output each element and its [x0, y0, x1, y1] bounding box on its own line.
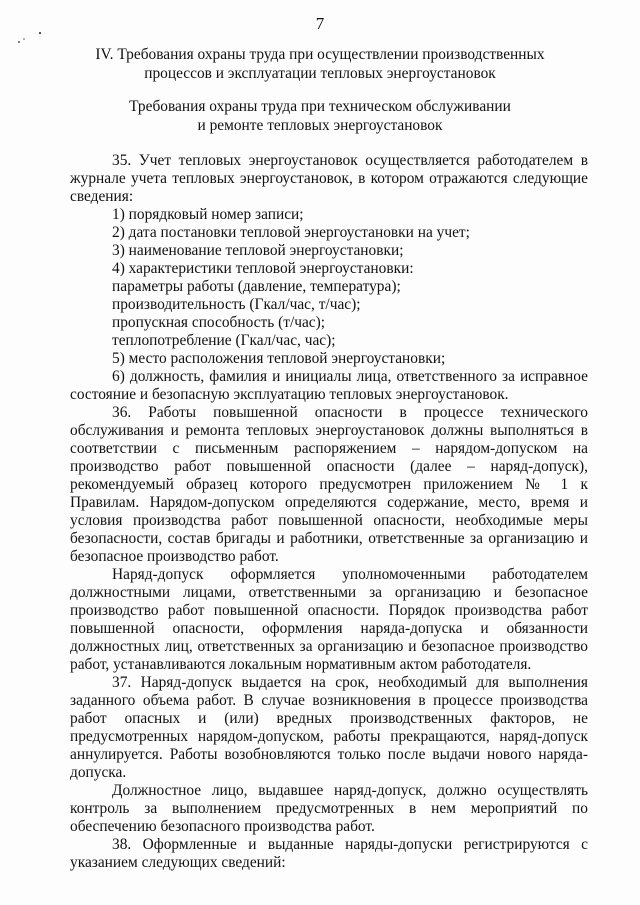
document-body — [70, 152, 588, 872]
list-item-5: 5) место расположения тепловой энергоустановки; — [112, 350, 446, 367]
subsection-title — [0, 97, 640, 135]
paragraph-38: 38. Оформленные и выданные наряды-допуски регистрируются с указанием следующих сведений: — [70, 836, 588, 871]
list-item-4: 4) характеристики тепловой энергоустановки: — [112, 260, 414, 277]
paragraph-36-continued: Наряд-допуск оформляется уполномоченными работодателем должностными лицами, ответственными за организацию и безопасное производство работ повышенной опасности. Порядок производства работ повышенной опасности, оформления наряда-допуска и обязанности должностных лиц, ответственных за организацию и безопасное производство работ, устанавливаются локальным нормативным актом работодателя. — [70, 566, 588, 673]
paragraph-35: 35. Учет тепловых энергоустановок осуществляется работодателем в журнале учета тепловых энергоустановок, в котором отражаются следующие сведения: — [70, 152, 588, 205]
section-title-line-2: процессов и эксплуатации тепловых энергоустановок — [144, 65, 496, 82]
paragraph-37: 37. Наряд-допуск выдается на срок, необходимый для выполнения заданного объема работ. В случае возникновения в процессе производства работ опасных и (или) вредных производственных факторов, не предусмотренных нарядом-допуском, работы прекращаются, наряд-допуск аннулируется. Работы возобновляются только после выдачи нового наряда-допуска. — [70, 674, 588, 781]
list-item-3: 3) наименование тепловой энергоустановки; — [112, 242, 404, 259]
section-title — [0, 45, 640, 83]
subsection-title-line-1: Требования охраны труда при техническом обслуживании — [129, 98, 511, 115]
sub-item-throughput: пропускная способность (т/час); — [112, 314, 326, 331]
list-item-2: 2) дата постановки тепловой энергоустановки на учет; — [112, 224, 470, 241]
list-item-1: 1) порядковый номер записи; — [112, 206, 304, 223]
subsection-title-line-2: и ремонте тепловых энергоустановок — [197, 117, 443, 134]
page-number: 7 — [315, 14, 325, 33]
sub-item-parameters: параметры работы (давление, температура); — [112, 278, 401, 295]
sub-item-productivity: производительность (Гкал/час, т/час); — [112, 296, 361, 313]
paragraph-37-continued: Должностное лицо, выдавшее наряд-допуск, должно осуществлять контроль за выполнением предусмотренных в нем мероприятий по обеспечению безопасного производства работ. — [70, 782, 588, 835]
sub-item-heat-consumption: теплопотребление (Гкал/час, час); — [112, 332, 336, 349]
list-item-6: 6) должность, фамилия и инициалы лица, ответственного за исправное состояние и безопасную эксплуатацию тепловых энергоустановок. — [70, 368, 588, 403]
section-title-line-1: IV. Требования охраны труда при осуществлении производственных — [95, 46, 545, 63]
paragraph-36: 36. Работы повышенной опасности в процессе технического обслуживания и ремонта тепловых энергоустановок должны выполняться в соответствии с письменным распоряжением – нарядом-допуском на производство работ повышенной опасности (далее – наряд-допуск), рекомендуемый образец которого предусмотрен приложением № 1 к Правилам. Нарядом-допуском определяются содержание, место, время и условия производства работ повышенной опасности, необходимые меры безопасности, состав бригады и работники, ответственные за организацию и безопасное производство работ. — [70, 404, 588, 565]
